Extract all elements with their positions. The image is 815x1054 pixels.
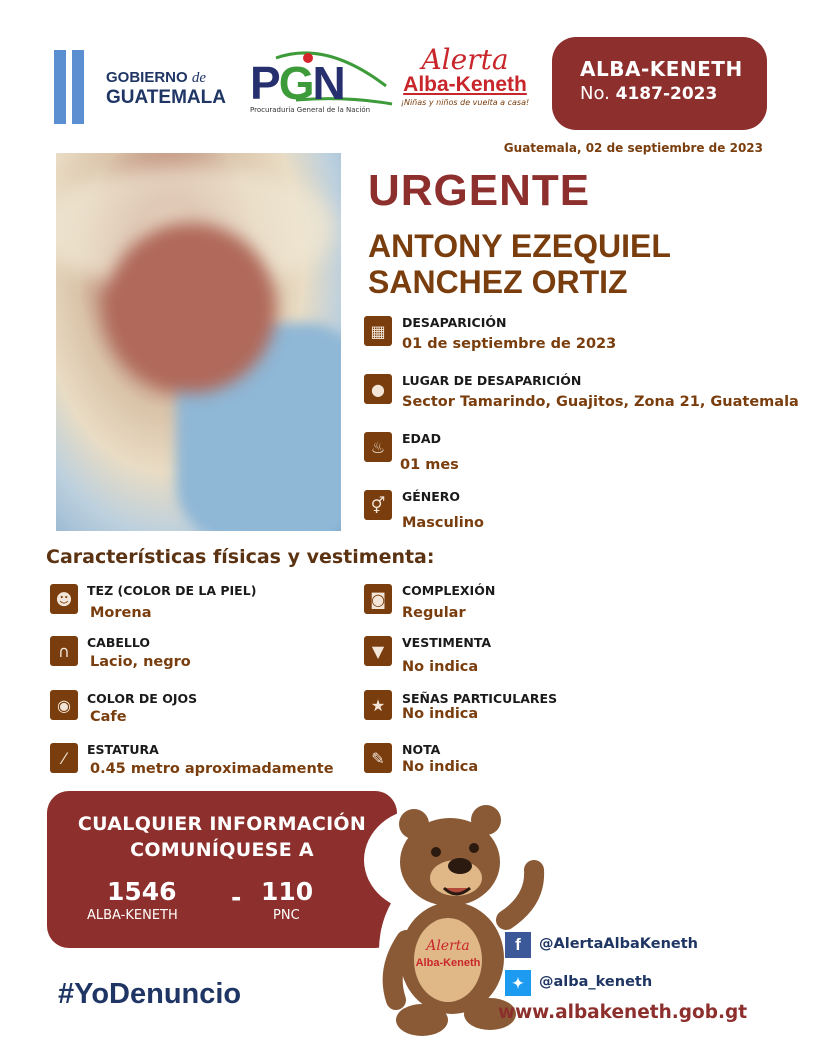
characteristic-label: SEÑAS PARTICULARES	[402, 691, 558, 706]
phone-alba-keneth[interactable]: 1546	[107, 877, 177, 906]
detail-value: Masculino	[402, 515, 484, 531]
bear-badge-line1: Alerta	[426, 938, 470, 954]
twitter-icon[interactable]: ✦	[505, 970, 531, 996]
detail-value: 01 mes	[400, 457, 459, 473]
detail-value: 01 de septiembre de 2023	[402, 336, 617, 352]
facebook-handle[interactable]: @AlertaAlbaKeneth	[539, 936, 698, 952]
characteristic-value: 0.45 metro aproximadamente	[90, 761, 334, 777]
characteristic-value: No indica	[402, 759, 479, 775]
detail-label: DESAPARICIÓN	[402, 315, 507, 330]
characteristic-label: COLOR DE OJOS	[87, 691, 198, 706]
scale-icon: ◙	[364, 584, 392, 614]
missing-person-photo	[56, 153, 341, 531]
characteristic-value: Lacio, negro	[90, 654, 191, 670]
detail-label: EDAD	[402, 431, 441, 446]
head-profile-icon: ☻	[50, 584, 78, 614]
characteristic-label: ESTATURA	[87, 742, 159, 757]
case-number-badge: ALBA-KENETH No. 4187-2023	[552, 37, 767, 130]
note-edit-icon: ✎	[364, 743, 392, 773]
characteristic-label: COMPLEXIÓN	[402, 583, 496, 598]
characteristic-label: NOTA	[402, 742, 441, 757]
contact-separator: -	[231, 883, 242, 912]
characteristic-label: VESTIMENTA	[402, 635, 492, 650]
shirt-icon: ▼	[364, 636, 392, 666]
publication-date: Guatemala, 02 de septiembre de 2023	[503, 141, 763, 155]
gobierno-logo-bars	[54, 50, 96, 124]
ruler-icon: ⁄	[50, 743, 78, 773]
twitter-handle[interactable]: @alba_keneth	[539, 974, 653, 990]
urgent-title: URGENTE	[368, 166, 591, 215]
facebook-icon[interactable]: f	[505, 932, 531, 958]
cake-icon: ♨	[364, 432, 392, 462]
contact-heading: CUALQUIER INFORMACIÓN COMUNÍQUESE A	[77, 813, 367, 861]
characteristic-value: Morena	[90, 605, 152, 621]
phone-pnc[interactable]: 110	[261, 877, 314, 906]
contact-info-box	[47, 791, 397, 948]
alerta-alba-keneth-logo: Alerta Alba-Keneth ¡Niñas y niños de vuelta a casa!	[400, 43, 530, 107]
website-link[interactable]: www.albakeneth.gob.gt	[498, 1002, 748, 1023]
phone-pnc-label: PNC	[273, 908, 300, 923]
characteristics-title: Características físicas y vestimenta:	[46, 546, 435, 568]
characteristic-value: No indica	[402, 659, 479, 675]
bear-badge-line2: Alba-Keneth	[415, 957, 481, 969]
detail-value: Sector Tamarindo, Guajitos, Zona 21, Guatemala	[402, 394, 799, 410]
gender-icon: ⚥	[364, 490, 392, 520]
characteristic-value: Regular	[402, 605, 466, 621]
detail-label: GÉNERO	[402, 489, 461, 504]
detail-label: LUGAR DE DESAPARICIÓN	[402, 373, 582, 388]
gobierno-logo-text: GOBIERNO de GUATEMALA	[106, 69, 226, 108]
eye-icon: ◉	[50, 690, 78, 720]
characteristic-label: TEZ (COLOR DE LA PIEL)	[87, 583, 257, 598]
calendar-icon: ▦	[364, 316, 392, 346]
characteristic-value: No indica	[402, 706, 479, 722]
pgn-logo: PGN Procuraduría General de la Nación	[236, 46, 396, 120]
star-icon: ★	[364, 690, 392, 720]
location-pin-icon: ●	[364, 374, 392, 404]
characteristic-value: Cafe	[90, 709, 127, 725]
hair-icon: ∩	[50, 636, 78, 666]
phone-alba-keneth-label: ALBA-KENETH	[87, 908, 178, 923]
characteristic-label: CABELLO	[87, 635, 151, 650]
person-name: ANTONY EZEQUIEL SANCHEZ ORTIZ	[368, 228, 671, 300]
hashtag: #YoDenuncio	[58, 978, 242, 1010]
